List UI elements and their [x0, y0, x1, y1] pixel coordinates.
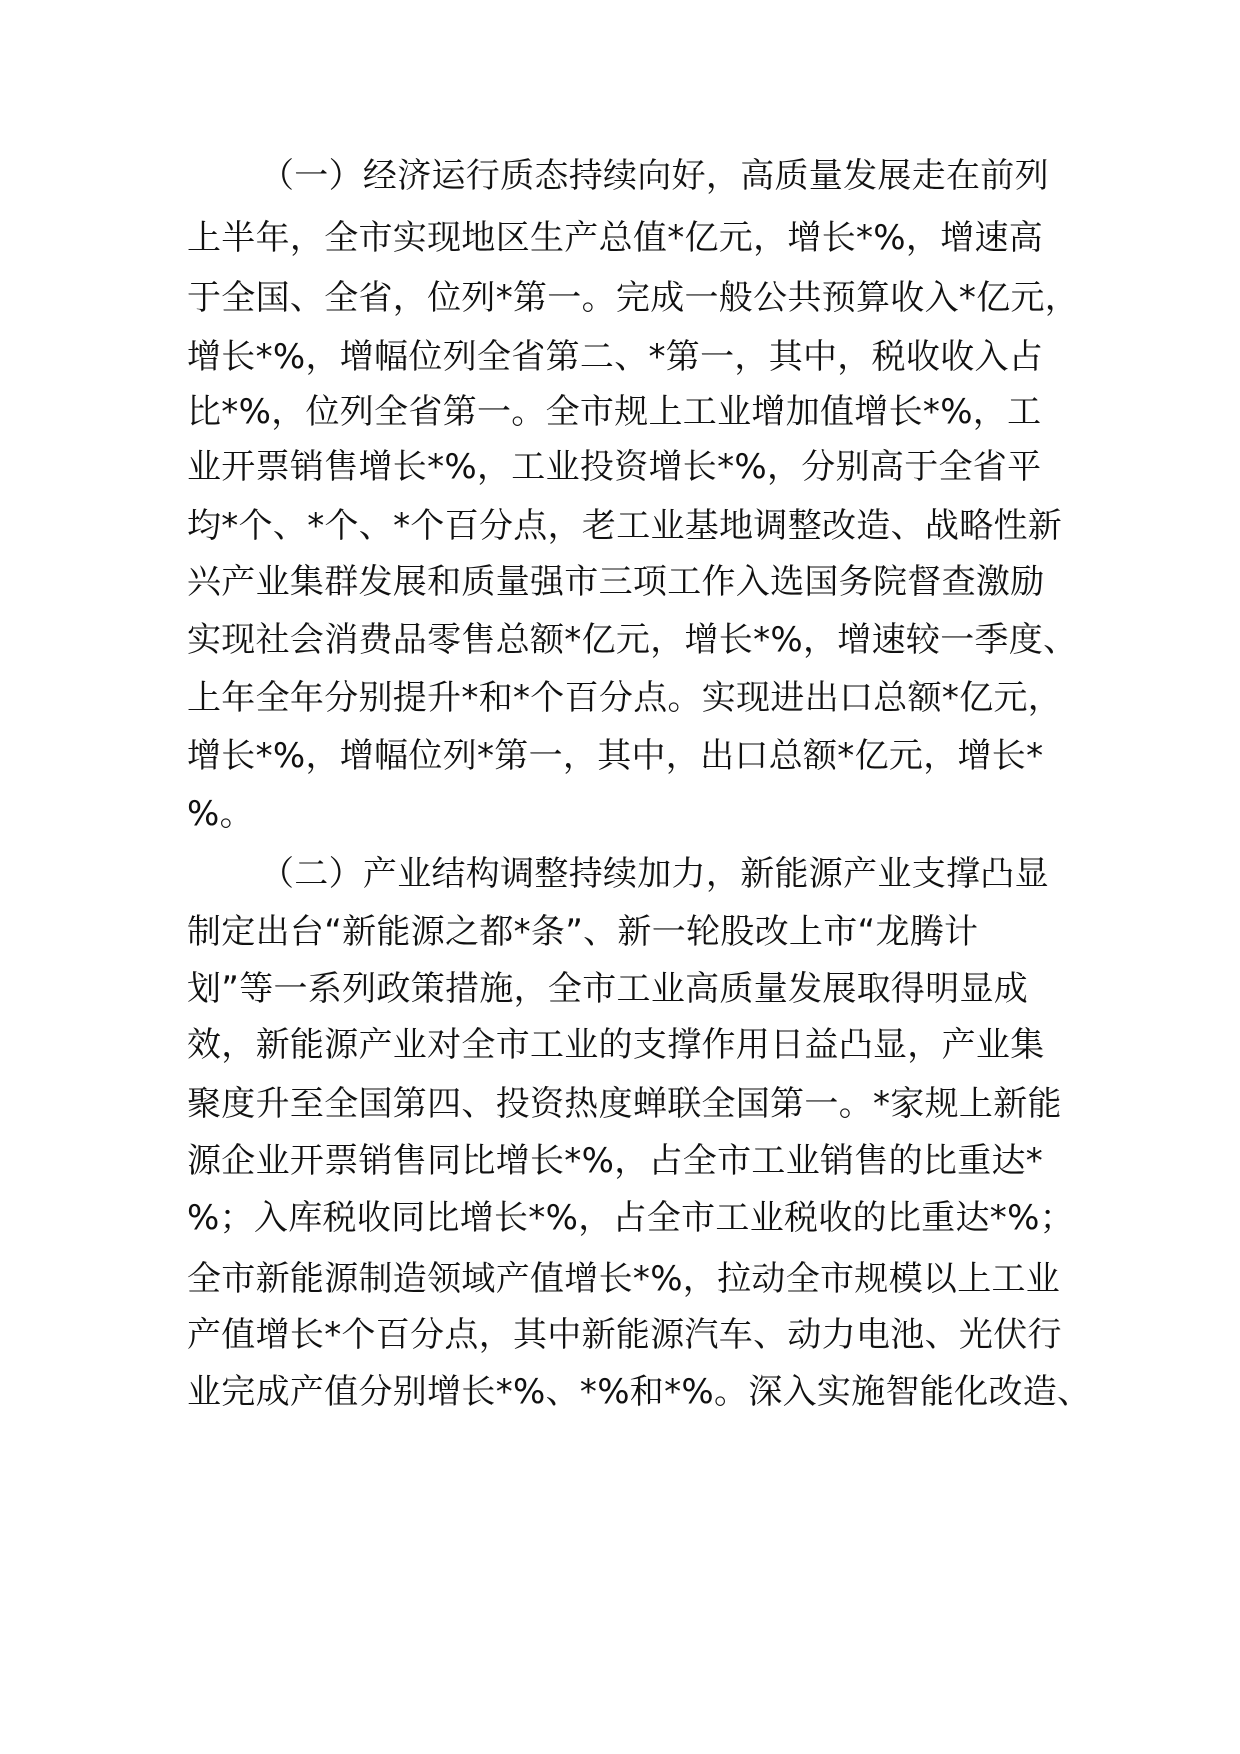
paragraph-line: 业完成产值分别增长*%、*%和*%。深入实施智能化改造、 [187, 1372, 1092, 1412]
paragraph-line: 实现社会消费品零售总额*亿元，增长*%，增速较一季度、 [187, 620, 1078, 660]
paragraph-line: %。 [187, 794, 254, 834]
paragraph-line: %；入库税收同比增长*%，占全市工业税收的比重达*%； [187, 1198, 1075, 1238]
paragraph-line: 均*个、*个、*个百分点，老工业基地调整改造、战略性新 [187, 506, 1063, 546]
paragraph-line: 聚度升至全国第四、投资热度蝉联全国第一。*家规上新能 [187, 1084, 1062, 1124]
paragraph-line: 划”等一系列政策措施，全市工业高质量发展取得明显成 [187, 969, 1029, 1009]
paragraph-line: 增长*%，增幅位列全省第二、*第一，其中，税收收入占 [187, 337, 1044, 377]
paragraph-line: 增长*%，增幅位列*第一，其中，出口总额*亿元，增长* [187, 736, 1044, 776]
paragraph-line: 效，新能源产业对全市工业的支撑作用日益凸显，产业集 [187, 1025, 1045, 1065]
paragraph-line: 源企业开票销售同比增长*%，占全市工业销售的比重达* [187, 1141, 1044, 1181]
paragraph-line: 上年全年分别提升*和*个百分点。实现进出口总额*亿元， [187, 678, 1063, 718]
paragraph-line: 上半年，全市实现地区生产总值*亿元，增长*%，增速高 [187, 218, 1044, 258]
paragraph-line: 产值增长*个百分点，其中新能源汽车、动力电池、光伏行 [187, 1315, 1062, 1355]
section-heading-2: （二）产业结构调整持续加力，新能源产业支撑凸显 [260, 854, 1049, 894]
paragraph-line: 于全国、全省，位列*第一。完成一般公共预算收入*亿元， [187, 278, 1080, 318]
paragraph-line: 比*%，位列全省第一。全市规上工业增加值增长*%，工 [187, 392, 1042, 432]
paragraph-line: 兴产业集群发展和质量强市三项工作入选国务院督查激励 [187, 562, 1045, 602]
section-heading-1: （一）经济运行质态持续向好，高质量发展走在前列 [260, 156, 1049, 196]
paragraph-line: 制定出台“新能源之都*条”、新一轮股改上市“龙腾计 [187, 912, 979, 952]
paragraph-line: 业开票销售增长*%，工业投资增长*%，分别高于全省平 [187, 447, 1042, 487]
paragraph-line: 全市新能源制造领域产值增长*%，拉动全市规模以上工业 [187, 1259, 1061, 1299]
